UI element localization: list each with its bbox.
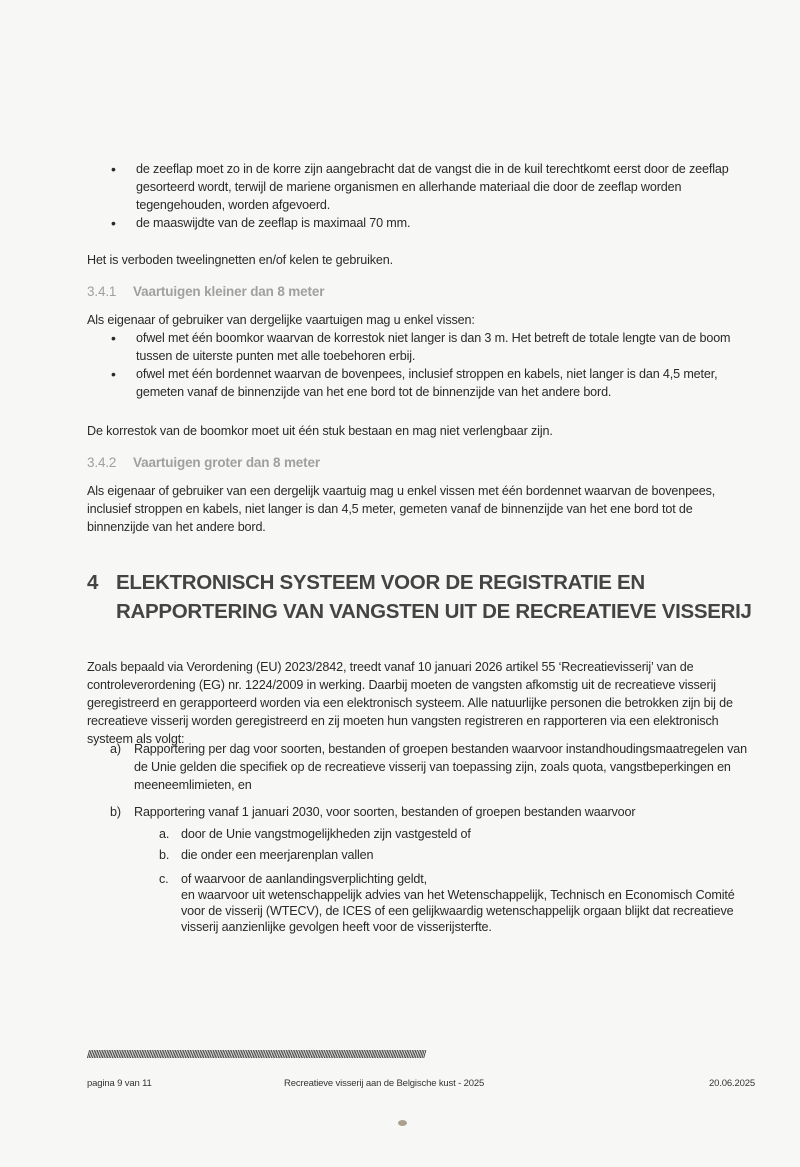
footer-page-number: pagina 9 van 11 — [87, 1078, 152, 1089]
sublist-item — [134, 846, 755, 864]
list-text: Rapportering per dag voor soorten, bestanden of groepen bestanden waarvoor instandhoudingsmaatregelen van de Unie gelden die specifiek op de recreatieve visserij van toepassing zijn, zoals quota, vangstbeperkingen en meeneemlimieten, en — [134, 742, 747, 792]
chapter-title-line1: ELEKTRONISCH SYSTEEM VOOR DE REGISTRATIE EN — [116, 571, 645, 594]
paragraph-forbidden: Het is verboden tweelingnetten en/of kelen te gebruiken. — [87, 253, 393, 267]
chapter-title-line2: RAPPORTERING VAN VANGSTEN UIT DE RECREATIEVE VISSERIJ — [116, 600, 752, 623]
chapter-number: 4 — [87, 571, 99, 594]
ordered-list — [87, 740, 755, 944]
paragraph-intro: Zoals bepaald via Verordening (EU) 2023/2842, treedt vanaf 10 januari 2026 artikel 55 ‘Recreatievisserij’ van de controleverordening (EG) nr. 1224/2009 in werking. Daarbij moeten de vangsten afkomstig uit de recreatieve visserij geregistreerd en gerapporteerd worden via een elektronisch systeem. Alle natuurlijke personen die betrokken zijn bij de recreatieve visserij worden geregistreerd en zij moeten hun vangsten registreren en rapporteren via een elektronisch systeem als volgt: — [87, 660, 733, 746]
list-label: b. — [159, 848, 170, 862]
list-item: • de maaswijdte van de zeeflap is maximaal 70 mm. — [87, 214, 755, 232]
footer-title: Recreatieve visserij aan de Belgische kust - 2025 — [284, 1078, 485, 1089]
list-label: c. — [159, 872, 169, 886]
sublist-item — [134, 871, 755, 935]
section-title: Vaartuigen kleiner dan 8 meter — [133, 284, 325, 299]
list-item: • de zeeflap moet zo in de korre zijn aangebracht dat de vangst die in de kuil terechtkomt eerst door de zeeflap gesorteerd wordt, terwijl de mariene organismen en allerhande materiaal die door de zeeflap worden tegengehouden, worden afgevoerd. — [87, 160, 755, 214]
footer-date: 20.06.2025 — [708, 1078, 755, 1089]
section-heading-3-4-1 — [87, 283, 755, 301]
list-text-continuation: en waarvoor uit wetenschappelijk advies van het Wetenschappelijk, Technisch en Economisch Comité voor de visserij (WTECV), de ICES of een gelijkwaardig wetenschappelijk orgaan blijkt dat recreatieve visserij aanzienlijke gevolgen heeft voor de visserijsterfte. — [181, 888, 735, 934]
section-number: 3.4.2 — [87, 455, 117, 470]
paragraph: Als eigenaar of gebruiker van een dergelijk vaartuig mag u enkel vissen met één bordennet waarvan de bovenpees, inclusief stroppen en kabels, niet langer is dan 4,5 meter, gemeten vanaf de binnenzijde van het ene bord tot de binnenzijde van het andere bord. — [87, 484, 716, 534]
paragraph: Als eigenaar of gebruiker van dergelijke vaartuigen mag u enkel vissen: — [87, 313, 475, 327]
list-label: b) — [110, 805, 121, 819]
sublist-item — [134, 825, 755, 843]
bullet-list-zeeflap — [87, 160, 755, 232]
list-text: Rapportering vanaf 1 januari 2030, voor soorten, bestanden of groepen bestanden waarvoor — [134, 805, 636, 819]
list-item-b — [87, 803, 755, 935]
list-text: door de Unie vangstmogelijkheden zijn vastgesteld of — [181, 827, 471, 841]
chapter-heading-4 — [87, 568, 767, 626]
section-number: 3.4.1 — [87, 284, 117, 299]
bullet-list-3-4-1 — [87, 329, 755, 401]
scan-speck — [398, 1120, 407, 1126]
list-item-a — [87, 740, 755, 794]
paragraph: De korrestok van de boomkor moet uit één stuk bestaan en mag niet verlengbaar zijn. — [87, 424, 553, 438]
list-text: die onder een meerjarenplan vallen — [181, 848, 374, 862]
list-label: a) — [110, 742, 121, 756]
list-label: a. — [159, 827, 170, 841]
footer-divider: //////////////////////////////////////////////////////////////////////////////////////////////////////////////////////////////////////////////////////////////////////////////////////////////////////////// — [87, 1049, 425, 1061]
list-item: • ofwel met één boomkor waarvan de korrestok niet langer is dan 3 m. Het betreft de totale lengte van de boom tussen de uiterste punten met alle toebehoren erbij. — [87, 329, 755, 365]
list-item: • ofwel met één bordennet waarvan de bovenpees, inclusief stroppen en kabels, niet langer is dan 4,5 meter, gemeten vanaf de binnenzijde van het ene bord tot de binnenzijde van het andere bord. — [87, 365, 755, 401]
section-heading-3-4-2 — [87, 454, 755, 472]
section-title: Vaartuigen groter dan 8 meter — [133, 455, 320, 470]
list-text: of waarvoor de aanlandingsverplichting geldt, — [181, 872, 427, 886]
